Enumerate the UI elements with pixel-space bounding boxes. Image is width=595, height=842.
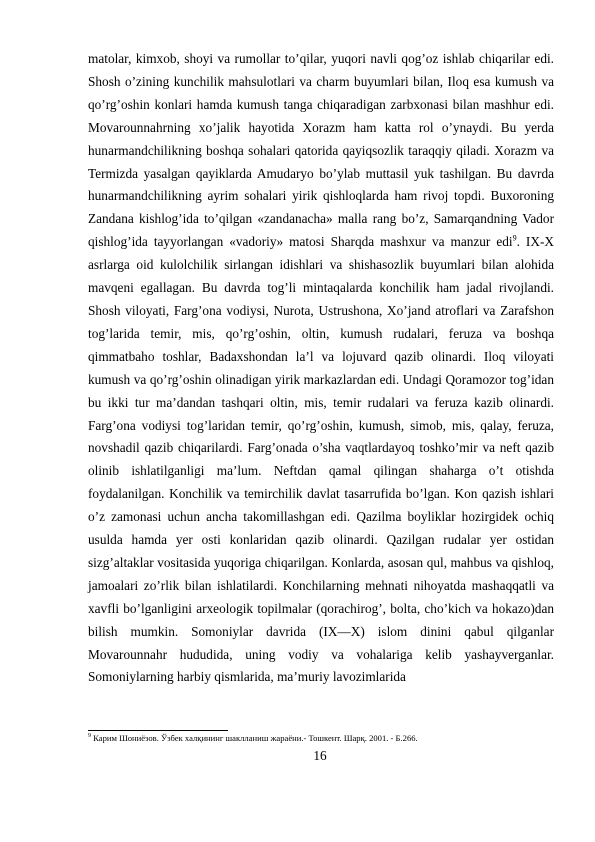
body-paragraph — [88, 48, 554, 689]
footnote-text: Карим Шониёзов. Ўзбек халқининг шаклланиш жараёни.- Тошкент. Шарқ. 2001. - Б.266. — [91, 733, 418, 743]
footnote-separator — [88, 730, 228, 731]
footnote — [88, 733, 554, 744]
footnote-reference[interactable]: 9 — [512, 233, 517, 243]
footnote-number: 9 — [88, 733, 91, 740]
page-number: 16 — [313, 748, 327, 763]
body-text-part-1: matolar, kimxob, shoyi va rumollar to’qilar, yuqori navli qog’oz ishlab chiqarilar edi. Shosh o’zining kunchilik mahsulotlari va charm buyumlari bilan, Iloq esa kumush va qo’rg’oshin konlari hamda kumush tanga chiqaradigan zarbxonasi bilan mashhur edi. Movarounnahrning xo’jalik hayotida Xorazm ham katta rol o’ynaydi. Bu yerda hunarmandchilikning boshqa sohalari qatorida qayiqsozlik taraqqiy qiladi. Xorazm va Termizda yasalgan qayiklarda Amudaryo bo’ylab muttasil yuk tashilgan. Bu davrda hunarmandchilikning ayrim sohalari yirik qishloqlarda ham rivoj topdi. Buxoroning Zandana kishlog’ida to’qilgan «zandanacha» malla rang bo’z, Samarqandning Vador qishlog’ida tayyorlangan «vadoriy» matosi Sharqda mashxur va manzur edi — [88, 51, 554, 250]
body-text-part-2: . IX-X asrlarga oid kulolchilik sirlangan idishlari va shishasozlik buyumlari bilan alohida mavqeni egallagan. Bu davrda tog’li mintaqalarda konchilik ham jadal rivojlandi. Shosh viloyati, Farg’ona vodiysi, Nurota, Ustrushona, Xo’jand atroflari va Zarafshon tog’larida temir, mis, qo’rg’oshin, oltin, kumush rudalari, feruza va boshqa qimmatbaho toshlar, Badaxshondan la’l va lojuvard qazib olinardi. Iloq viloyati kumush va qo’rg’oshin olinadigan yirik markazlardan edi. Undagi Qoramozor tog’idan bu ikki tur ma’dandan tashqari oltin, mis, temir rudalari va feruza kazib olinardi. Farg’ona vodiysi tog’laridan temir, qo’rg’oshin, kumush, simob, mis, qalay, feruza, novshadil qazib chiqarilardi. Farg’onada o’sha vaqtlardayoq toshko’mir va neft qazib olinib ishlatilganligi ma’lum. Neftdan qamal qilingan shaharga o’t otishda foydalanilgan. Konchilik va temirchilik davlat tasarrufida bo’lgan. Kon qazish ishlari o’z zamonasi uchun ancha takomillashgan edi. Qazilma boyliklar hozirgidek ochiq usulda hamda yer osti konlaridan qazib olinardi. Qazilgan rudalar yer ostidan sizg’altaklar vositasida yuqoriga chiqarilgan. Konlarda, asosan qul, mahbus va qishloq, jamoalari zo’rlik bilan ishlatilardi. Konchilarning mehnati nihoyatda mashaqqatli va xavfli bo’lganligini arxeologik topilmalar (qorachirog’, bolta, cho’kich va hokazo)dan bilish mumkin. Somoniylar davrida (IX—X) islom dinini qabul qilganlar Movarounnahr hududida, uning vodiy va vohalariga kelib yashayverganlar. Somoniylarning harbiy qismlarida, ma’muriy lavozimlarida — [88, 234, 554, 685]
